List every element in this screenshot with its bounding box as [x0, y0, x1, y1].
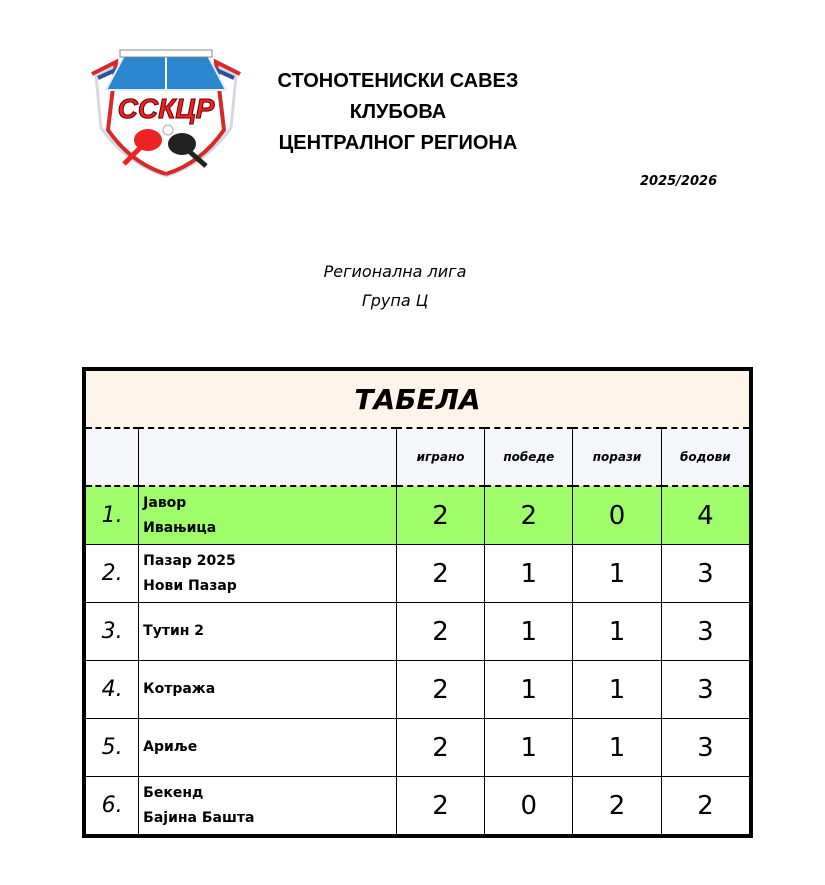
rank: 6.: [84, 777, 139, 837]
league-group: Група Ц: [361, 291, 429, 310]
org-line: КЛУБОВА: [349, 101, 447, 123]
rank: 5.: [84, 719, 139, 777]
col-played: играно: [396, 428, 484, 486]
lost: 1: [573, 661, 661, 719]
team-name: Пазар 2025: [143, 552, 236, 569]
table-row: [84, 603, 751, 661]
team-cell: [139, 719, 397, 777]
played: 2: [396, 545, 484, 603]
played: 2: [396, 661, 484, 719]
played: 2: [396, 603, 484, 661]
svg-text:ССКЦР: ССКЦР: [117, 93, 215, 124]
team-cell: [139, 545, 397, 603]
rank: 2.: [84, 545, 139, 603]
team-name: Котража: [143, 681, 216, 697]
points: 3: [661, 603, 751, 661]
table-title: ТАБЕЛА: [84, 369, 751, 428]
standings-table: [82, 367, 753, 838]
team-cell: [139, 603, 397, 661]
won: 1: [485, 545, 573, 603]
organization-name: [258, 66, 538, 159]
ssktsr-logo: [86, 38, 246, 178]
team-cell: [139, 661, 397, 719]
table-row: [84, 545, 751, 603]
points: 2: [661, 777, 751, 837]
points: 3: [661, 719, 751, 777]
points: 3: [661, 661, 751, 719]
won: 0: [485, 777, 573, 837]
lost: 2: [573, 777, 661, 837]
team-cell: [139, 777, 397, 837]
lost: 0: [573, 486, 661, 545]
team-city: Ивањица: [143, 519, 217, 536]
table-row: [84, 719, 751, 777]
org-line: СТОНОТЕНИСКИ САВЕЗ: [277, 70, 519, 92]
col-won: победе: [485, 428, 573, 486]
team-city: Бајина Башта: [143, 809, 255, 826]
season: 2025/2026: [640, 174, 718, 189]
lost: 1: [573, 719, 661, 777]
lost: 1: [573, 603, 661, 661]
table-row: [84, 661, 751, 719]
team-name: Ариље: [143, 739, 198, 755]
table-header: [84, 428, 751, 486]
org-line: ЦЕНТРАЛНОГ РЕГИОНА: [278, 132, 518, 154]
rank: 4.: [84, 661, 139, 719]
team-city: Нови Пазар: [143, 577, 237, 594]
played: 2: [396, 486, 484, 545]
team-name: Тутин 2: [143, 623, 205, 639]
team-name: Јавор: [143, 494, 187, 511]
team-name: Бекенд: [143, 784, 204, 801]
played: 2: [396, 777, 484, 837]
league-name: Регионална лига: [323, 262, 467, 281]
rank: 1.: [84, 486, 139, 545]
league-info: [250, 257, 540, 315]
rank: 3.: [84, 603, 139, 661]
col-lost: порази: [573, 428, 661, 486]
col-points: бодови: [661, 428, 751, 486]
team-cell: [139, 486, 397, 545]
points: 3: [661, 545, 751, 603]
table-row: [84, 777, 751, 837]
won: 1: [485, 719, 573, 777]
played: 2: [396, 719, 484, 777]
table-row: [84, 486, 751, 545]
won: 2: [485, 486, 573, 545]
won: 1: [485, 603, 573, 661]
lost: 1: [573, 545, 661, 603]
points: 4: [661, 486, 751, 545]
won: 1: [485, 661, 573, 719]
